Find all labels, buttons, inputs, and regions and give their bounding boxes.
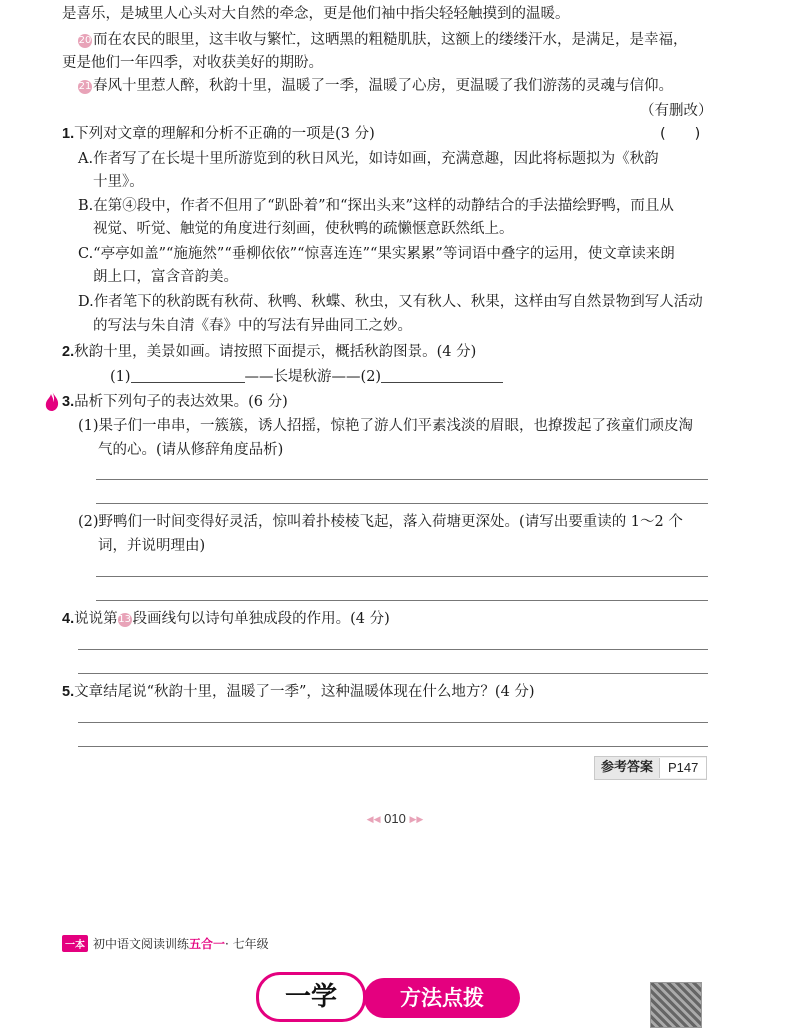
source-note: （有删改） [640, 103, 713, 119]
question-5 [62, 682, 535, 702]
answer-line[interactable] [96, 576, 708, 577]
brand-logo: 一本 [62, 935, 88, 952]
question-stem: 文章结尾说“秋韵十里，温暖了一季”，这种温暖体现在什么地方？(4 分) [74, 684, 535, 700]
answer-bracket[interactable]: ( ) [660, 126, 701, 142]
page-number-text: 010 [384, 811, 406, 826]
sub-question-1: (1)果子们一串串，一簇簇，诱人招摇，惊艳了游人们平素浅淡的眉眼，也撩拨起了孩童们顽皮淘 [78, 418, 694, 434]
question-stem: 下列对文章的理解和分析不正确的一项是(3 分) [74, 126, 375, 142]
answer-line[interactable] [78, 673, 708, 674]
option-b: B.在第④段中，作者不但用了“趴卧着”和“探出头来”这样的动静结合的手法描绘野鸭，而且从 [78, 198, 674, 214]
answer-reference[interactable] [594, 756, 707, 780]
paragraph-number-badge: 13 [118, 614, 131, 625]
option-a: A.作者写了在长堤十里所游览到的秋日风光，如诗如画，充满意趣，因此将标题拟为《秋韵 [78, 151, 659, 167]
paragraph-20 [78, 30, 688, 50]
book-grade: · 七年级 [225, 937, 269, 951]
paragraph-21 [78, 76, 673, 96]
question-number: 5. [62, 684, 75, 700]
question-2 [62, 342, 476, 362]
answer-line[interactable] [78, 722, 708, 723]
question-number: 1. [62, 126, 75, 142]
option-c: C.“亭亭如盖”“施施然”“垂柳依依”“惊喜连连”“果实累累”等词语中叠字的运用，使文章读来朗 [78, 246, 675, 262]
answer-blank-2[interactable] [381, 368, 503, 383]
answer-line[interactable] [96, 479, 708, 480]
double-arrow-left-icon: ◀◀ [366, 814, 381, 824]
sub-question-1-cont: 气的心。(请从修辞角度品析) [98, 442, 284, 458]
question-stem: 说说第 [74, 611, 118, 627]
question-number: 4. [62, 611, 75, 627]
answer-blank-1[interactable] [131, 368, 245, 383]
question-stem: 品析下列句子的表达效果。(6 分) [74, 394, 288, 410]
section-banner-left: 一学 [256, 972, 366, 1022]
passage-line: 是喜乐，是城里人心头对大自然的牵念，更是他们袖中指尖轻轻触摸到的温暖。 [62, 6, 570, 22]
book-footer [62, 935, 269, 952]
option-d-cont: 的写法与朱自清《春》中的写法有异曲同工之妙。 [93, 318, 412, 334]
question-stem: 秋韵十里，美景如画。请按照下面提示，概括秋韵图景。(4 分) [74, 344, 477, 360]
question-3 [62, 392, 288, 412]
book-title-highlight: 五合一 [189, 937, 226, 951]
paragraph-number-badge: 20 [78, 35, 92, 46]
option-c-cont: 朗上口，富含音韵美。 [93, 269, 238, 285]
qr-code-icon[interactable] [650, 982, 702, 1028]
answer-line[interactable] [96, 600, 708, 601]
summary-blanks [110, 367, 503, 387]
answer-reference-label: 参考答案 [595, 757, 659, 779]
answer-reference-page: P147 [659, 758, 706, 778]
option-b-cont: 视觉、听觉、触觉的角度进行刻画，使秋鸭的疏懒惬意跃然纸上。 [93, 221, 514, 237]
paragraph-text: 春风十里惹人醉，秋韵十里，温暖了一季，温暖了心房，更温暖了我们游荡的灵魂与信仰。 [93, 78, 673, 94]
double-arrow-right-icon: ▶▶ [409, 814, 424, 824]
sub-question-2-cont: 词，并说明理由) [98, 538, 206, 554]
question-number: 3. [62, 394, 75, 410]
option-a-cont: 十里》。 [93, 174, 144, 190]
paragraph-text: 而在农民的眼里，这丰收与繁忙，这晒黑的粗糙肌肤，这额上的缕缕汗水，是满足，是幸福， [93, 32, 688, 48]
paragraph-20-cont: 更是他们一年四季，对收获美好的期盼。 [62, 55, 323, 71]
blank-middle-text: ——长堤秋游——(2) [244, 369, 382, 385]
paragraph-number-badge: 21 [78, 81, 92, 92]
section-banner-right: 方法点拨 [364, 978, 520, 1018]
answer-line[interactable] [78, 649, 708, 650]
page-number [355, 811, 435, 826]
flame-icon [44, 390, 60, 412]
option-d: D.作者笔下的秋韵既有秋荷、秋鸭、秋蝶、秋虫，又有秋人、秋果，这样由写自然景物到写人活动 [78, 294, 703, 310]
question-number: 2. [62, 344, 75, 360]
answer-line[interactable] [96, 503, 708, 504]
sub-question-2: (2)野鸭们一时间变得好灵活，惊叫着扑棱棱飞起，落入荷塘更深处。(请写出要重读的 1～2 个 [78, 514, 683, 530]
answer-line[interactable] [78, 746, 708, 747]
question-4 [62, 609, 390, 629]
question-stem-cont: 段画线句以诗句单独成段的作用。(4 分) [132, 611, 390, 627]
blank-label: (1) [110, 369, 131, 385]
question-1 [62, 124, 375, 144]
book-title: 初中语文阅读训练 [93, 937, 190, 951]
